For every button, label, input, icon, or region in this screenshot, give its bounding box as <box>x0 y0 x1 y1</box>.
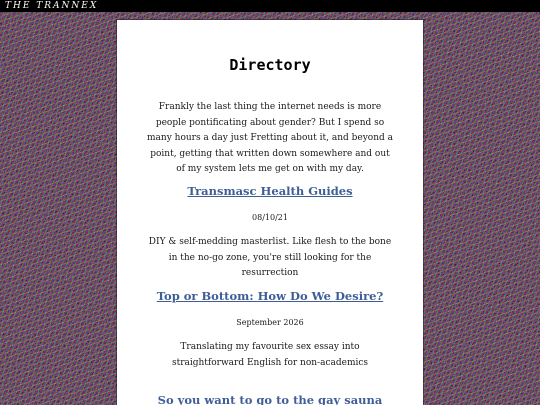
content-panel <box>117 20 423 405</box>
site-name[interactable]: THE TRANNEX <box>5 1 99 11</box>
site-header-bar <box>0 0 540 12</box>
entry-date: 08/10/21 <box>252 213 288 222</box>
entry-link-gay-sauna[interactable]: So you want to go to the gay sauna <box>157 393 383 405</box>
entry-description: DIY & self-medding masterlist. Like flesh to the bone in the no-go zone, you're still looking for the resurrection <box>148 237 392 278</box>
page-title: Directory <box>229 56 311 74</box>
entry-link-transmasc-health-guides[interactable]: Transmasc Health Guides <box>187 184 353 198</box>
entry-description: Translating my favourite sex essay into straightforward English for non-academics <box>171 342 369 368</box>
intro-text: Frankly the last thing the internet needs is more people pontificating about gender? But I spend so many hours a day just Fretting about it, and beyond a point, getting that written down somewhere and out of my system lets me get on with my day. <box>147 102 394 174</box>
entry-link-top-or-bottom[interactable]: Top or Bottom: How Do We Desire? <box>156 289 384 303</box>
entry-date: September 2026 <box>236 318 304 327</box>
